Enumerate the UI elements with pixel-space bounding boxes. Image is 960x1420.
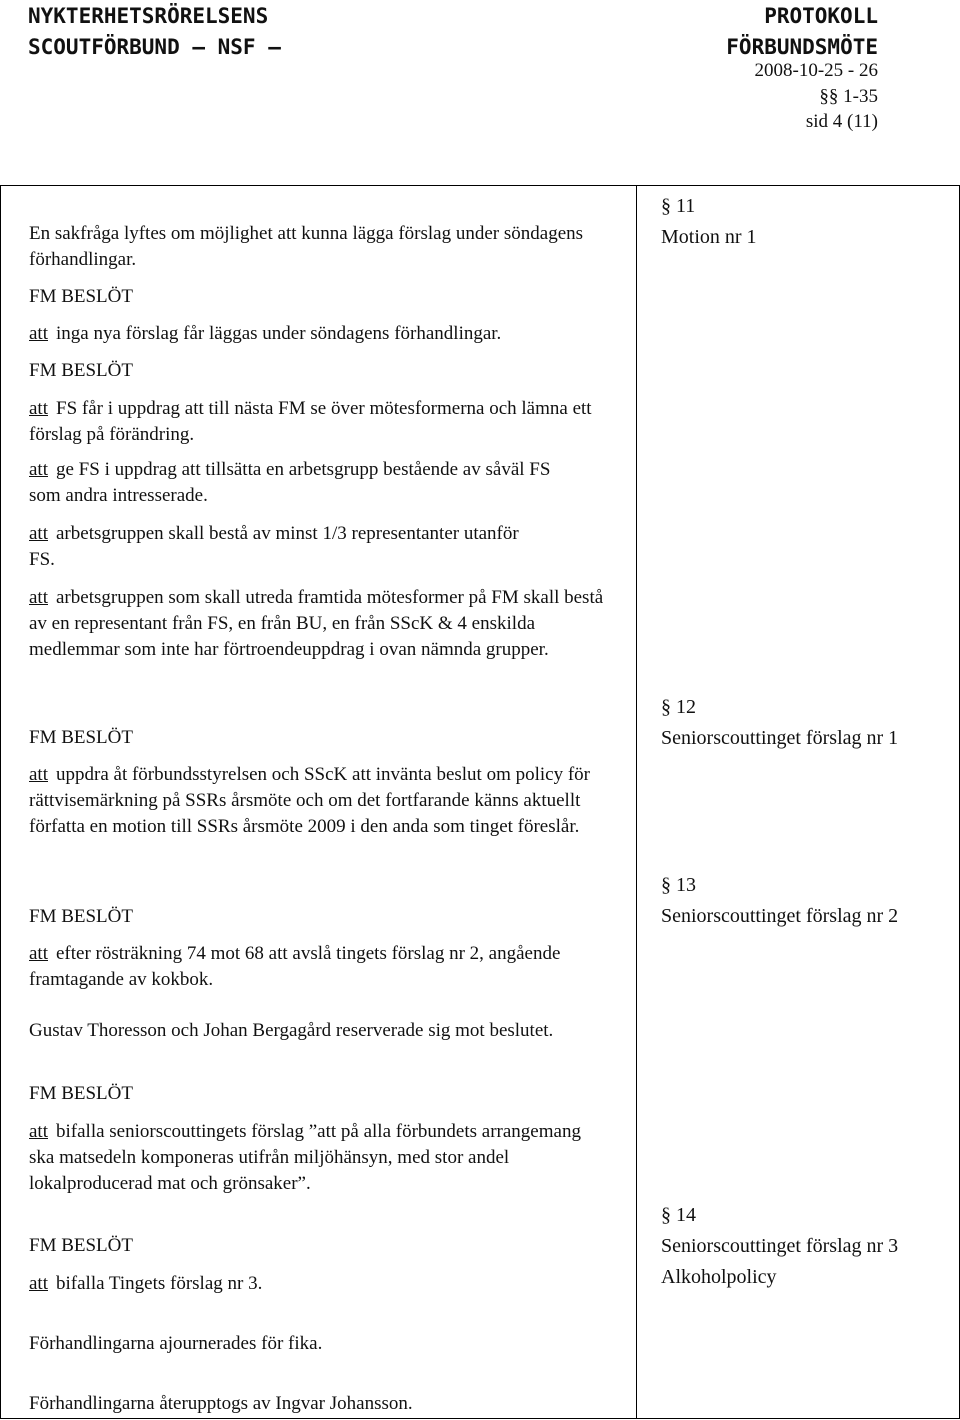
att-marker: att	[29, 459, 48, 480]
decision-item	[29, 457, 574, 509]
resume-note: Förhandlingarna återupptogs av Ingvar Johansson.	[29, 1393, 413, 1414]
decision-text: FS får i uppdrag att till nästa FM se över mötesformerna och lämna ett förslag på förändring.	[29, 398, 592, 445]
att-marker: att	[29, 1121, 48, 1142]
att-marker: att	[29, 523, 48, 544]
decision-item	[29, 521, 549, 573]
decision-heading: FM BESLÖT	[29, 1235, 133, 1256]
section-title: Seniorscouttinget förslag nr 1	[661, 727, 899, 749]
page-number: sid 4 (11)	[805, 111, 878, 132]
decision-text: bifalla Tingets förslag nr 3.	[56, 1273, 263, 1294]
decision-text: inga nya förslag får läggas under söndagens förhandlingar.	[56, 323, 502, 344]
decision-text: ge FS i uppdrag att tillsätta en arbetsgrupp bestående av såväl FS som andra intresserade.	[29, 459, 551, 506]
decision-item	[29, 762, 614, 840]
decision-text: efter rösträkning 74 mot 68 att avslå tingets förslag nr 2, angående framtagande av kokbok.	[29, 943, 561, 990]
section-title: Seniorscouttinget förslag nr 3	[661, 1235, 899, 1257]
decision-item	[29, 321, 619, 347]
section-14	[661, 1200, 898, 1293]
decision-text: uppdra åt förbundsstyrelsen och SScK att invänta beslut om policy för rättvisemärkning på SSRs årsmöte och om det fortfarande känns aktuellt författa en motion till SSRs årsmöte 2009 i den anda som tinget föreslår.	[29, 764, 591, 837]
org-name-line1: NYKTERHETSRÖRELSENS	[28, 4, 269, 28]
att-marker: att	[29, 943, 48, 964]
decision-heading: FM BESLÖT	[29, 906, 133, 927]
doc-type: PROTOKOLL	[764, 4, 878, 28]
section-title: Seniorscouttinget förslag nr 2	[661, 905, 899, 927]
section-12	[661, 692, 898, 754]
section-number: § 13	[661, 874, 696, 896]
section-title: Motion nr 1	[661, 226, 757, 248]
adjourn-note: Förhandlingarna ajournerades för fika.	[29, 1333, 323, 1354]
section-number: § 14	[661, 1204, 696, 1226]
decision-heading: FM BESLÖT	[29, 727, 133, 748]
att-marker: att	[29, 323, 48, 344]
column-divider	[636, 185, 637, 1419]
org-name-line2: SCOUTFÖRBUND – NSF –	[28, 35, 281, 59]
decision-text: arbetsgruppen skall bestå av minst 1/3 representanter utanför FS.	[29, 523, 519, 570]
decision-item	[29, 396, 614, 448]
att-marker: att	[29, 398, 48, 419]
section-number: § 11	[661, 195, 696, 217]
att-marker: att	[29, 1273, 48, 1294]
meeting-date: 2008-10-25 - 26	[754, 60, 878, 81]
decision-item	[29, 1271, 619, 1297]
meeting-name: FÖRBUNDSMÖTE	[726, 35, 878, 59]
section-11	[661, 191, 757, 253]
decision-item	[29, 585, 614, 663]
decision-text: arbetsgruppen som skall utreda framtida mötesformer på FM skall bestå av en representant från FS, en från BU, en från SScK & 4 enskilda medlemmar som inte har förtroendeuppdrag i ovan nämnda grupper.	[29, 587, 604, 660]
section-subtitle: Alkoholpolicy	[661, 1266, 777, 1288]
section-13	[661, 870, 898, 932]
att-marker: att	[29, 587, 48, 608]
att-marker: att	[29, 764, 48, 785]
decision-heading: FM BESLÖT	[29, 1083, 133, 1104]
paragraph-intro: En sakfråga lyftes om möjlighet att kunna lägga förslag under söndagens förhandlingar.	[29, 223, 584, 270]
reservation-note: Gustav Thoresson och Johan Bergagård reserverade sig mot beslutet.	[29, 1020, 554, 1041]
decision-item	[29, 941, 589, 993]
decision-heading: FM BESLÖT	[29, 360, 133, 381]
decision-text: bifalla seniorscouttingets förslag ”att på alla förbundets arrangemang ska matsedeln komponeras utifrån miljöhänsyn, med stor andel lokalproducerad mat och grönsaker”.	[29, 1121, 581, 1194]
decision-item	[29, 1119, 594, 1197]
paragraph-range: §§ 1-35	[819, 86, 878, 107]
decision-heading: FM BESLÖT	[29, 286, 133, 307]
section-number: § 12	[661, 696, 696, 718]
